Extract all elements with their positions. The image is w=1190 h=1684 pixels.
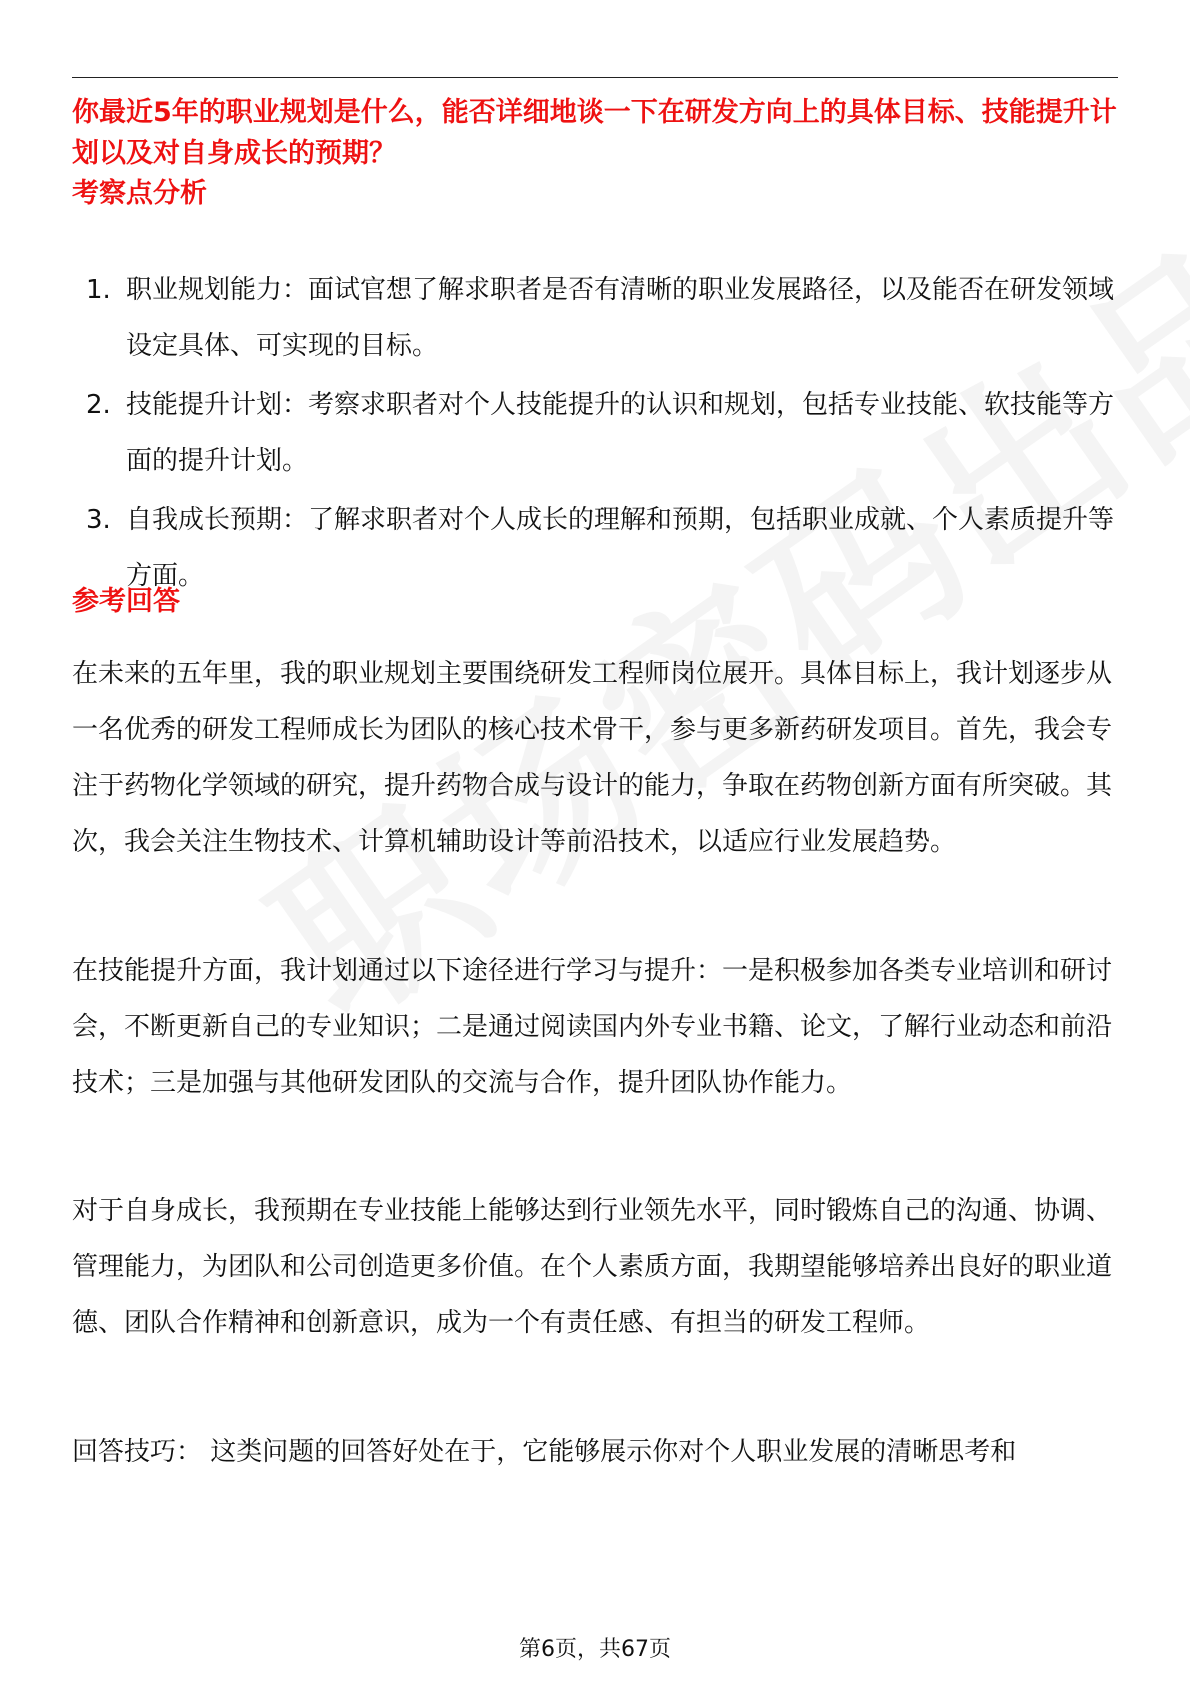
list-item	[72, 377, 1118, 489]
analysis-heading: 考察点分析	[72, 178, 207, 209]
list-item-number: 1.	[86, 275, 111, 305]
list-item	[72, 492, 1118, 604]
list-item	[72, 262, 1118, 374]
interview-question: 你最近5年的职业规划是什么，能否详细地谈一下在研发方向上的具体目标、技能提升计划以及对自身成长的预期？	[72, 97, 1117, 169]
page-number: 第6页，共67页	[519, 1637, 671, 1662]
list-item-number: 3.	[86, 505, 111, 535]
answer-paragraph: 在技能提升方面，我计划通过以下途径进行学习与提升：一是积极参加各类专业培训和研讨会，不断更新自己的专业知识；二是通过阅读国内外专业书籍、论文，了解行业动态和前沿技术；三是加强与其他研发团队的交流与合作，提升团队协作能力。	[72, 956, 1113, 1098]
answer-tip: 回答技巧： 这类问题的回答好处在于，它能够展示你对个人职业发展的清晰思考和	[72, 1437, 1017, 1467]
list-item-text: 技能提升计划：考察求职者对个人技能提升的认识和规划，包括专业技能、软技能等方面的提升计划。	[126, 390, 1115, 476]
analysis-list	[72, 262, 1118, 607]
list-item-text: 自我成长预期：了解求职者对个人成长的理解和预期，包括职业成就、个人素质提升等方面。	[126, 505, 1115, 591]
list-item-number: 2.	[86, 390, 111, 420]
answer-paragraph: 在未来的五年里，我的职业规划主要围绕研发工程师岗位展开。具体目标上，我计划逐步从一名优秀的研发工程师成长为团队的核心技术骨干，参与更多新药研发项目。首先，我会专注于药物化学领域的研究，提升药物合成与设计的能力，争取在药物创新方面有所突破。其次，我会关注生物技术、计算机辅助设计等前沿技术，以适应行业发展趋势。	[72, 659, 1113, 857]
answer-paragraph: 对于自身成长，我预期在专业技能上能够达到行业领先水平，同时锻炼自己的沟通、协调、管理能力，为团队和公司创造更多价值。在个人素质方面，我期望能够培养出良好的职业道德、团队合作精神和创新意识，成为一个有责任感、有担当的研发工程师。	[72, 1196, 1113, 1338]
answer-heading: 参考回答	[72, 586, 180, 617]
list-item-text: 职业规划能力：面试官想了解求职者是否有清晰的职业发展路径，以及能否在研发领域设定具体、可实现的目标。	[126, 275, 1115, 361]
top-divider	[72, 77, 1118, 78]
